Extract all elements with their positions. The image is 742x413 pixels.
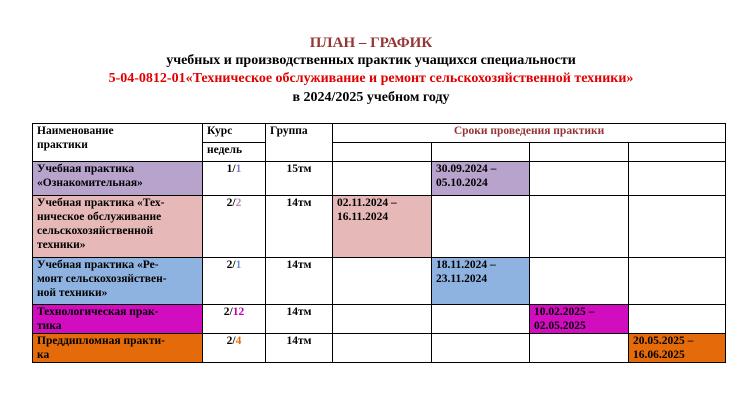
date-from: 30.09.2024 –	[436, 163, 497, 175]
period-cell	[333, 305, 432, 334]
date-to: 02.05.2025	[534, 320, 586, 332]
plan-subtitle: учебных и производственных практик учащихся специальности	[166, 53, 576, 68]
practice-name-line: «Ознакомительная»	[37, 177, 143, 189]
date-from: 18.11.2024 –	[436, 259, 496, 271]
table-row	[33, 162, 726, 196]
course-weeks-separator: /	[232, 259, 236, 271]
period-date-cell	[432, 258, 530, 305]
practice-name-cell	[33, 162, 203, 196]
practice-name-line: ка	[37, 349, 50, 361]
period-cell	[629, 162, 726, 196]
weeks-value: 1	[235, 259, 242, 271]
course-value: 2	[223, 306, 230, 318]
period-cell	[629, 258, 726, 305]
period-cell	[333, 258, 432, 305]
period-cell	[333, 162, 432, 196]
col-periods-header: Сроки проведения практики	[333, 124, 726, 143]
practice-name-line: Преддипломная практи-	[37, 335, 165, 347]
period-date-cell	[432, 162, 530, 196]
course-value: 2	[226, 335, 233, 347]
course-weeks-separator: /	[232, 163, 236, 175]
specialty-line: 5-04-0812-01«Техническое обслуживание и ремонт сельскохозяйственной техники»	[108, 71, 634, 86]
practice-name-line: ной техники»	[37, 287, 108, 299]
period-cell	[530, 258, 629, 305]
date-to: 23.11.2024	[436, 273, 488, 285]
col-name-header	[33, 124, 203, 162]
school-year-line: в 2024/2025 учебном году	[292, 90, 450, 105]
course-weeks-separator: /	[229, 306, 233, 318]
practice-name-line: Учебная практика «Тех-	[37, 197, 165, 209]
practice-name-line: монт сельскохозяйствен-	[37, 273, 167, 285]
course-value: 1	[226, 163, 233, 175]
course-value: 2	[226, 259, 233, 271]
period-cell	[629, 305, 726, 334]
table-row	[33, 258, 726, 305]
course-value: 2	[226, 197, 233, 209]
practice-name-cell	[33, 334, 203, 363]
weeks-value: 12	[232, 306, 245, 318]
group-cell: 14тм	[266, 305, 333, 334]
table-row	[33, 334, 726, 363]
period-cell	[629, 196, 726, 258]
col-name-line2: практики	[37, 139, 88, 151]
col-course-header: Курс	[203, 124, 266, 143]
period-cell	[530, 143, 629, 162]
date-to: 05.10.2024	[436, 177, 488, 189]
weeks-value: 2	[235, 197, 242, 209]
practice-name-line: тика	[37, 320, 62, 332]
plan-title: ПЛАН – ГРАФИК	[309, 35, 433, 51]
group-cell: 14тм	[266, 196, 333, 258]
period-cell	[432, 196, 530, 258]
period-cell	[530, 334, 629, 363]
period-date-cell	[629, 334, 726, 363]
date-from: 10.02.2025 –	[534, 306, 595, 318]
group-cell: 14тм	[266, 334, 333, 363]
date-to: 16.11.2024	[337, 211, 389, 223]
course-weeks-cell	[203, 258, 266, 305]
practice-name-cell	[33, 258, 203, 305]
period-cell	[432, 143, 530, 162]
col-name-line1: Наименование	[37, 125, 114, 137]
course-weeks-cell	[203, 162, 266, 196]
course-weeks-cell	[203, 305, 266, 334]
weeks-value: 4	[235, 335, 242, 347]
period-date-cell	[333, 196, 432, 258]
period-cell	[432, 334, 530, 363]
period-cell	[333, 143, 432, 162]
course-weeks-cell	[203, 196, 266, 258]
table-header-row	[33, 124, 726, 143]
date-to: 16.06.2025	[633, 349, 685, 361]
course-weeks-separator: /	[232, 335, 236, 347]
course-weeks-separator: /	[232, 197, 236, 209]
period-cell	[530, 162, 629, 196]
practice-name-line: техники»	[37, 239, 86, 251]
col-weeks-header: недель	[203, 143, 266, 162]
practice-name-cell	[33, 196, 203, 258]
practice-name-line: Учебная практика «Ре-	[37, 259, 159, 271]
date-from: 02.11.2024 –	[337, 197, 397, 209]
practice-name-line: Технологическая прак-	[37, 306, 159, 318]
schedule-table	[32, 123, 726, 363]
practice-name-line: ническое обслуживание	[37, 211, 162, 223]
period-date-cell	[530, 305, 629, 334]
table-row	[33, 305, 726, 334]
table-row	[33, 196, 726, 258]
weeks-value: 1	[235, 163, 242, 175]
col-group-header: Группа	[266, 124, 333, 162]
period-cell	[333, 334, 432, 363]
practice-name-line: сельскохозяйственной	[37, 225, 154, 237]
date-from: 20.05.2025 –	[633, 335, 694, 347]
period-cell	[530, 196, 629, 258]
period-cell	[432, 305, 530, 334]
group-cell: 15тм	[266, 162, 333, 196]
group-cell: 14тм	[266, 258, 333, 305]
course-weeks-cell	[203, 334, 266, 363]
period-cell	[629, 143, 726, 162]
practice-name-cell	[33, 305, 203, 334]
practice-name-line: Учебная практика	[37, 163, 135, 175]
